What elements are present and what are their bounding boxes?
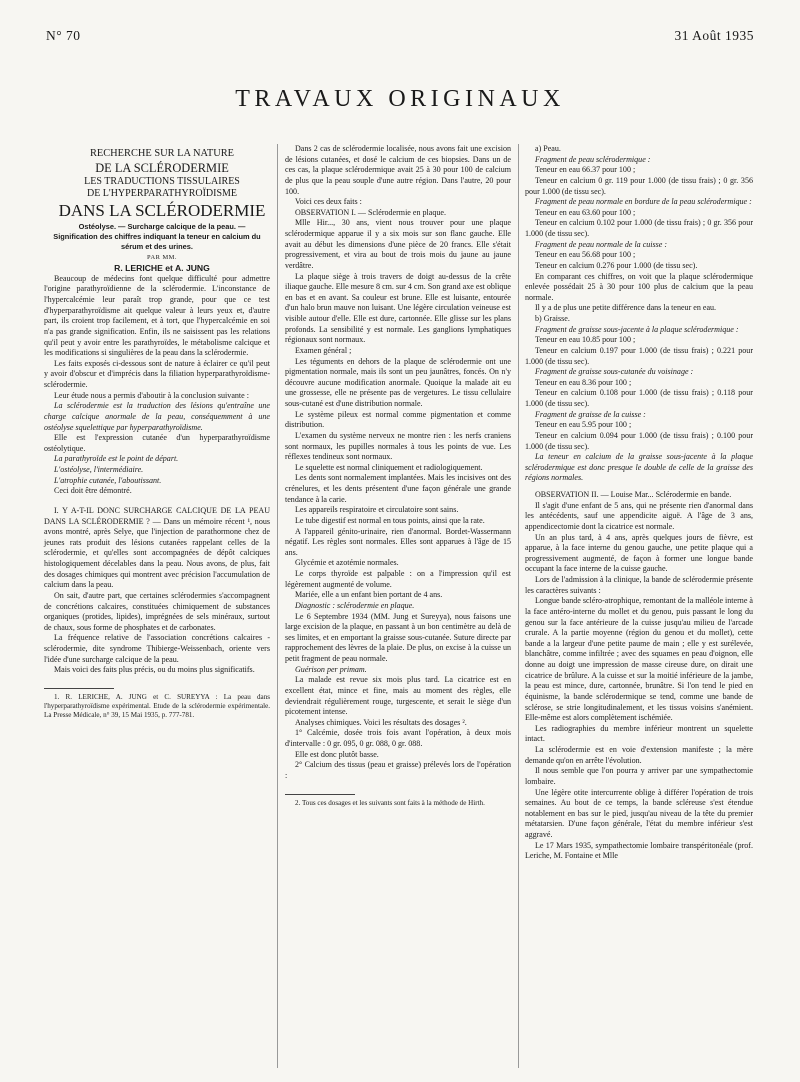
paragraph: Beaucoup de médecins font quelque difficulté pour admettre l'origine parathyroïdienne de la sclérodermie. L'inconstance de l'hypercalcémie leur paraît trop grande, pour que ce test d'hyperparathyroïdisme ait quelque valeur à leurs yeux et, d'autre part, ils croient trop facilement, et à tort, que l'hypercalcémie en soi n'a pas grande signification. Enfin, ils ne saisissent pas les relations qu'il peut y avoir entre les parathyroïdes, le métabolisme calcique et les modifications si singulières de la peau dans la sclérodermie. — [44, 273, 270, 358]
paragraph: La sclérodermie est la traduction des lésions qu'entraîne une charge calcique anormale de la peau, conséquemment à une ostéolyse squelettique par hyperparathyroïdisme. — [44, 401, 270, 432]
paragraph: Teneur en eau 63.60 pour 100 ; — [535, 207, 636, 217]
paragraph: L'atrophie cutanée, l'aboutissant. — [54, 475, 162, 485]
paragraph: Examen général ; — [295, 345, 352, 355]
paragraph: Il y a de plus une petite différence dans la teneur en eau. — [535, 303, 717, 313]
paragraph: Teneur en calcium 0.197 pour 1.000 (de tissu frais) ; 0.221 pour 1.000 (de tissu sec). — [525, 345, 753, 366]
column-rule — [277, 144, 278, 1068]
paragraph: Ceci doit être démontré. — [54, 486, 132, 496]
paragraph: Teneur en eau 8.36 pour 100 ; — [535, 377, 632, 387]
paragraph: Guérison per primam. — [295, 664, 367, 674]
paragraph: Teneur en eau 10.85 pour 100 ; — [535, 335, 636, 345]
issue-number: N° 70 — [46, 28, 81, 43]
paragraph: Glycémie et azotémie normales. — [295, 558, 399, 568]
paragraph: Teneur en calcium 0 gr. 119 pour 1.000 (de tissu frais) ; 0 gr. 356 pour 1.000 (de tissu sec). — [525, 175, 753, 196]
column-1 — [44, 148, 270, 721]
paragraph: Le corps thyroïde est palpable : on a l'impression qu'il est légèrement augmenté de volume. — [285, 569, 511, 589]
paragraph: La parathyroïde est le point de départ. — [54, 454, 179, 464]
paragraph: Fragment de peau normale en bordure de la peau sclérodermique : — [535, 197, 752, 207]
paragraph: Il s'agit d'une enfant de 5 ans, qui ne présente rien d'anormal dans les antécédents, sauf une appendicite aiguë. A l'âge de 3 ans, appendicectomie dont la cicatrice est normale. — [525, 500, 753, 531]
paragraph: a) Peau. — [535, 144, 561, 153]
paragraph: 2° Calcium des tissus (peau et graisse) prélevés lors de l'opération : — [285, 760, 511, 780]
observation-heading: OBSERVATION II. — Louise Mar... Sclérodermie en bande. — [535, 490, 732, 499]
paragraph: Teneur en calcium 0.108 pour 1.000 (de tissu frais) ; 0.118 pour 1.000 (de tissu sec). — [525, 388, 753, 408]
paragraph: Teneur en eau 56.68 pour 100 ; — [535, 250, 636, 260]
paragraph: Il nous semble que l'on pourra y arriver par une sympathectomie lombaire. — [525, 766, 753, 786]
paragraph: Elle est l'expression cutanée d'un hyperparathyroïdisme ostéolytique. — [44, 433, 270, 453]
paragraph: Leur étude nous a permis d'aboutir à la conclusion suivante : — [54, 390, 249, 400]
paragraph: Le système pileux est normal comme pigmentation et comme distribution. — [285, 409, 511, 430]
paragraph: Le 6 Septembre 1934 (MM. Jung et Sureyya), nous faisons une large excision de la plaque, en passant à un bon centimètre au delà de ses limites, et en emportant la graisse sous-cutanée. Suture directe par rapprochement des lèvres de la plaie. De plus, on excise à la cuisse un petit fragment de peau normale. — [285, 611, 511, 663]
section-title: TRAVAUX ORIGINAUX — [235, 86, 565, 112]
byline-par: PAR MM. — [147, 253, 177, 261]
paragraph: Une légère otite intercurrente oblige à différer l'opération de trois semaines. Au bout de ce temps, la bande scléreuse s'est étendue notablement en bas sur le pied, jusqu'au niveau de la tête du premier métatarsien. D'une façon générale, l'état du membre inférieur s'est aggravé. — [525, 787, 753, 839]
paragraph: Fragment de graisse sous-jacente à la plaque sclérodermique : — [535, 324, 739, 334]
article-authors: R. LERICHE et A. JUNG — [114, 263, 210, 274]
paragraph: Les appareils respiratoire et circulatoire sont sains. — [295, 505, 459, 515]
paragraph: Le 17 Mars 1935, sympathectomie lombaire transpéritonéale (prof. Leriche, M. Fontaine et Mlle — [525, 840, 753, 861]
article-title-main: DANS LA SCLÉRODERMIE — [58, 201, 266, 220]
footnote-rule — [44, 688, 114, 689]
paragraph: Mais voici des faits plus précis, ou du moins plus significatifs. — [54, 665, 255, 675]
paragraph: Un an plus tard, à 4 ans, après quelques jours de fièvre, est apparue, à la face interne du genou gauche, une petite plaque qui a progressivement augmenté, de façon à former une longue bande occupant la face interne de la cuisse gauche. — [525, 532, 753, 574]
paragraph: Fragment de peau sclérodermique : — [535, 154, 651, 164]
paragraph: Les radiographies du membre inférieur montrent un squelette intact. — [525, 723, 753, 744]
paragraph: En comparant ces chiffres, on voit que la plaque sclérodermique enlevée possédait 25 à 30 pour 100 plus de calcium que la peau normale. — [525, 271, 753, 302]
paragraph: La sclérodermie est en voie d'extension manifeste ; la mère demande qu'on en arrête l'évolution. — [525, 745, 753, 765]
column-3 — [525, 144, 753, 862]
paragraph: Le tube digestif est normal en tous points, ainsi que la rate. — [295, 515, 485, 525]
column-2 — [285, 144, 511, 808]
paragraph: Mlle Hir..., 30 ans, vient nous trouver pour une plaque sclérodermique apparue il y a six mois sur son flanc gauche. Elle avait au début les dimensions d'une pièce de 20 francs. Elle s'était progressivement, et vira au bout de trois mois du jaune au jaune verdâtre. — [285, 218, 511, 270]
paragraph: Voici ces deux faits : — [295, 197, 362, 207]
paragraph: Teneur en eau 5.95 pour 100 ; — [535, 420, 632, 430]
paragraph: Teneur en calcium 0.276 pour 1.000 (de tissu sec). — [535, 260, 698, 270]
page-header — [46, 28, 754, 52]
paragraph: Diagnostic : sclérodermie en plaque. — [295, 600, 415, 610]
paragraph: Les téguments en dehors de la plaque de sclérodermie ont une pigmentation normale, mais ils sont un peu jaunâtres, foncés. On n'y découvre aucune modification anormale. Quoique la malade ait eu une grossesse, elle ne présente pas de vergetures. Le tissu cellulaire sous-cutané est d'une distribution normale. — [285, 356, 511, 408]
paragraph: Les faits exposés ci-dessous sont de nature à éclairer ce qu'il peut y avoir d'obscur et d'imprécis dans la filiation hyperparathyroïdisme-sclérodermie. — [44, 358, 270, 390]
paragraph: La teneur en calcium de la graisse sous-jacente à la plaque sclérodermique est donc presque le double de celle de la graisse des régions normales. — [525, 452, 753, 483]
paragraph: Lors de l'admission à la clinique, la bande de sclérodermie présente les caractères suivants : — [525, 575, 753, 595]
paragraph: L'examen du système nerveux ne montre rien : les nerfs craniens sont normaux, les pupilles normales à tous les points de vue. Les réflexes tendineux sont normaux. — [285, 430, 511, 462]
paragraph: Fragment de graisse sous-cutanée du voisinage : — [535, 367, 694, 377]
paragraph: Le squelette est normal cliniquement et radiologiquement. — [295, 462, 483, 472]
paragraph: 1° Calcémie, dosée trois fois avant l'opération, à deux mois d'intervalle : 0 gr. 095, 0 gr. 088, 0 gr. 088. — [285, 728, 511, 748]
paragraph: b) Graisse. — [535, 314, 570, 323]
paragraph: Analyses chimiques. Voici les résultats des dosages ². — [295, 717, 467, 727]
paragraph: Teneur en calcium 0.102 pour 1.000 (de tissu frais) ; 0 gr. 356 pour 1.000 (de tissu sec). — [525, 218, 753, 238]
paragraph: Fragment de graisse de la cuisse : — [535, 409, 646, 419]
paragraph: Dans 2 cas de sclérodermie localisée, nous avons fait une excision de lésions cutanées, et dosé le calcium de ces biopsies. Dans un de ces cas, la plaque sclérodermique avait 25 à 30 pour 100 de calcium de plus que la peau souple d'une autre région. Dans l'autre, 20 pour 100. — [285, 144, 511, 196]
paragraph: L'ostéolyse, l'intermédiaire. — [54, 465, 144, 475]
paragraph: Teneur en eau 66.37 pour 100 ; — [535, 165, 636, 175]
article-title-line: DE LA SCLÉRODERMIE — [95, 161, 229, 175]
paragraph: I. Y A-T-IL DONC SURCHARGE CALCIQUE DE LA PEAU DANS LA SCLÉRODERMIE ? — Dans un mémoire récent ¹, nous avons montré, après Selye, que l'injection de parathormone chez de jeunes rats produit des lésions cutanées rappelant celles de la sclérodermie, et qu'elles sont accompagnées de dépôt calciques histologiquement décelables dans la peau. Nous avons, de plus, fait des dosages chimiques qui montrent avec précision l'accumulation de calcium dans la peau. — [44, 505, 270, 590]
footnote: 1. R. LERICHE, A. JUNG et C. SUREYYA : La peau dans l'hyperparathyroïdisme expérimental. Etude de la sclérodermie expérimentale. La Presse Médicale, n° 39, 15 Mai 1935, p. 777-781. — [44, 692, 270, 720]
article-title-line: RECHERCHE SUR LA NATURE — [89, 148, 235, 159]
paragraph: A l'appareil génito-urinaire, rien d'anormal. Bordet-Wassermann négatif. Les règles sont normales. Elles sont apparues à l'âge de 15 ans. — [285, 526, 511, 557]
footnote-rule — [285, 794, 355, 795]
paragraph: Les dents sont normalement implantées. Mais les incisives ont des crénelures, et les dents présentent d'une façon générale une grande tendance à la carie. — [285, 473, 511, 504]
paragraph: Teneur en calcium 0.094 pour 1.000 (de tissu frais) ; 0.100 pour 1.000 (de tissu sec). — [525, 430, 753, 451]
article-title-line: LES TRADUCTIONS TISSULAIRES — [84, 176, 240, 187]
observation-heading: OBSERVATION I. — Sclérodermie en plaque. — [295, 207, 446, 217]
paragraph: Fragment de peau normale de la cuisse : — [535, 239, 668, 249]
paragraph: La malade est revue six mois plus tard. La cicatrice est en excellent état, mince et fine, mais au moment des règles, elle deviendrait régulièrement rouge, turgescente, et serait le siège d'un picotement intense. — [285, 675, 511, 717]
paragraph: Longue bande scléro-atrophique, remontant de la malléole interne à la face antéro-interne du mollet et du genou, puis passant le long du genou sur la face antérieure de la cuisse jusqu'au milieu de l'arcade crurale. A la partie moyenne (région du genou et du mollet), cette bande a la largeur d'une petite paume de main ; elle y est surélevée, blanchâtre, comme infiltrée ; avec des squames en peau d'oignon, elle donne au doigt une impression de masse cireuse dure, on dirait une cicatrice de brûlure. A la cuisse et sur la moitié inférieure de la jambe, la peau est mince, dure, cartonnée, brunâtre. Si l'on tend le pied en équinisme, la bande sclérodermique se tend, comme une bande de sclérose, se strie longitudinalement, et les tissus voisins s'anémient. Elle-même est alors complètement ischémiée. — [525, 596, 753, 723]
column-rule — [518, 144, 519, 1068]
paragraph: Mariée, elle a un enfant bien portant de 4 ans. — [295, 590, 443, 600]
paragraph: La fréquence relative de l'association concrétions calcaires - sclérodermie, dite syndrome Thibierge-Weissenbach, oriente vers l'idée d'une surcharge calcique de la peau. — [44, 633, 270, 664]
article-subtitle: Ostéolyse. — Surcharge calcique de la peau. — Signification des chiffres indiquant la teneur en calcium du sérum et des urines. — [53, 222, 261, 252]
paragraph: Elle est donc plutôt basse. — [295, 749, 379, 759]
issue-date: 31 Août 1935 — [674, 28, 754, 43]
footnote: 2. Tous ces dosages et les suivants sont faits à la méthode de Hirth. — [295, 798, 485, 807]
paragraph: On sait, d'autre part, que certaines sclérodermies s'accompagnent de concrétions calcaires, constituées chimiquement de substances organiques (protides, lipides), imprégnées de sels minéraux, surtout de chaux, sous forme de phosphates et de carbonates. — [44, 590, 270, 632]
article-title-line: DE L'HYPERPARATHYROÏDISME — [86, 188, 238, 199]
paragraph: La plaque siège à trois travers de doigt au-dessus de la crête iliaque gauche. Elle mesure 8 cm. sur 4 cm. Son grand axe est oblique en bas et en avant. Sa couleur est brune. Elle est luisante, entourée d'un halo brun mauve non luisant. Une légère circulation veineuse est visible autour d'elle. Elle est dure, cartonnée. Elle glisse sur les plans profonds. La sensibilité y est normale. Les ganglions lymphatiques régionaux sont normaux. — [285, 271, 511, 345]
